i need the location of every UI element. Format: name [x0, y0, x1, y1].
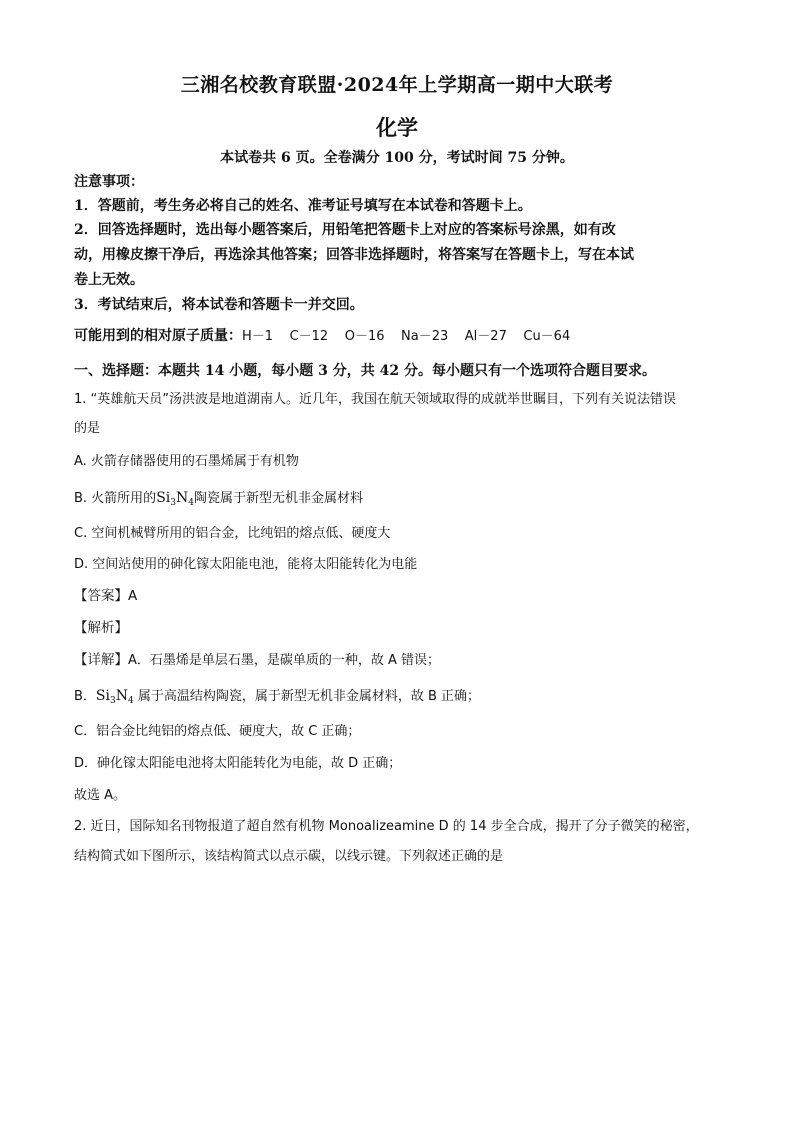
answer-label: 【答案】 [74, 588, 128, 604]
atomic-mass-values: H－1 C－12 O－16 Na－23 Al－27 Cu－64 [242, 329, 571, 344]
q2-stem-line2: 结构简式如下图所示，该结构简式以点示碳，以线示键。下列叙述正确的是 [74, 849, 504, 864]
detail-a-line [74, 650, 724, 671]
q1-option-d: D. 空间站使用的砷化镓太阳能电池，能将太阳能转化为电能 [74, 557, 418, 572]
q1-option-b-prefix: B. 火箭所用的 [74, 491, 157, 506]
exam-title: 三湘名校教育联盟·2024年上学期高一期中大联考 [180, 74, 614, 96]
section-heading: 一、选择题：本题共 14 小题，每小题 3 分，共 42 分。每小题只有一个选项符合题目要求。 [74, 363, 656, 379]
detail-c: C．铝合金比纯铝的熔点低、硬度大，故 C 正确； [74, 724, 361, 739]
notes-heading: 注意事项： [74, 174, 144, 190]
q1-option-a: A. 火箭存储器使用的石墨烯属于有机物 [74, 454, 299, 469]
detail-b-suffix: 属于高温结构陶瓷，属于新型无机非金属材料，故 B 正确； [133, 689, 481, 704]
note-item: 卷上无效。 [74, 272, 144, 288]
note-item: 1．答题前，考生务必将自己的姓名、准考证号填写在本试卷和答题卡上。 [74, 198, 532, 214]
analysis-label: 【解析】 [74, 620, 128, 636]
detail-a: A．石墨烯是单层石墨，是碳单质的一种，故 A 错误； [128, 653, 441, 668]
q1-stem-line2: 的是 [74, 421, 101, 436]
detail-label: 【详解】 [74, 652, 128, 668]
note-item: 3．考试结束后，将本试卷和答题卡一并交回。 [74, 297, 364, 313]
note-item: 2．回答选择题时，选出每小题答案后，用铅笔把答题卡上对应的答案标号涂黑，如有改 [74, 222, 616, 238]
q1-stem-line1: 1. “英雄航天员”汤洪波是地道湖南人。近几年，我国在航天领域取得的成就举世瞩目，下列有关说法错误 [74, 392, 677, 407]
conclusion: 故选 A。 [74, 788, 127, 803]
si3n4-formula: $Si_3N_4$ [95, 688, 134, 706]
detail-d: D．砷化镓太阳能电池将太阳能转化为电能，故 D 正确； [74, 756, 402, 771]
q1-option-c: C. 空间机械臂所用的铝合金，比纯铝的熔点低、硬度大 [74, 526, 391, 541]
answer-line [74, 586, 724, 606]
q2-stem-line1: 2. 近日，国际知名刊物报道了超自然有机物 Monoalizeamine D 的 14 步全合成，揭开了分子微笑的秘密， [74, 819, 699, 834]
exam-info: 本试卷共 6 页。全卷满分 100 分，考试时间 75 分钟。 [220, 150, 574, 166]
detail-b-prefix: B． [74, 689, 96, 704]
detail-b-line [74, 686, 724, 711]
subject-title: 化学 [376, 115, 418, 140]
q1-option-b-suffix: 陶瓷属于新型无机非金属材料 [193, 491, 363, 506]
answer-value: A [128, 588, 138, 604]
atomic-mass-line [74, 326, 724, 347]
atomic-mass-label: 可能用到的相对原子质量： [74, 328, 242, 344]
si3n4-formula: $Si_3N_4$ [156, 490, 194, 508]
q1-option-b [74, 488, 724, 513]
note-item: 动，用橡皮擦干净后，再选涂其他答案；回答非选择题时，将答案写在答题卡上，写在本试 [74, 247, 634, 263]
